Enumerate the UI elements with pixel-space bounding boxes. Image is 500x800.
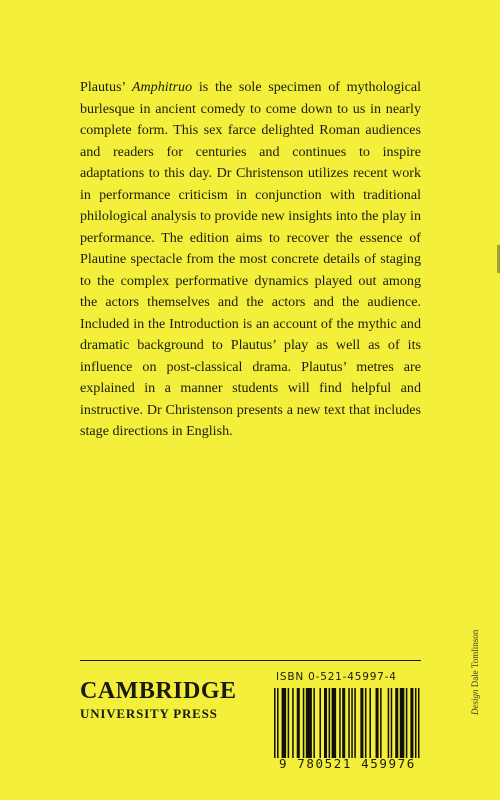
- publisher-name: CAMBRIDGE: [80, 678, 237, 704]
- blurb-paragraph: [80, 77, 421, 443]
- barcode-icon: [274, 688, 421, 758]
- isbn-label: ISBN 0-521-45997-4: [276, 671, 397, 683]
- design-credit: [468, 555, 482, 715]
- barcode-block: [274, 670, 421, 775]
- design-credit-name: Dale Tomlinson: [470, 629, 480, 690]
- publisher-subtitle: UNIVERSITY PRESS: [80, 706, 218, 721]
- back-cover-blurb: [80, 77, 421, 443]
- divider-rule: [80, 660, 421, 661]
- design-credit-lead: Design: [470, 689, 480, 715]
- play-title: Amphitruo: [131, 79, 193, 95]
- blurb-text: is the sole specimen of mythological burlesque in ancient comedy to come down to us in nearly complete form. This sex farce delighted Roman audiences and readers for centuries and continues to inspire adaptations to this day. Dr Christenson utilizes recent work in performance criticism in conjunction with traditional philological analysis to provide new insights into the play in performance. The edition aims to recover the essence of Plautine spectacle from the most concrete details of staging to the complex performative dynamics played out among the actors themselves and the actors and the audience. Included in the Introduction is an account of the mythic and dramatic background to Plautus’ play as well as of its influence on post-classical drama. Plautus’ metres are explained in a manner students will find helpful and instructive. Dr Christenson presents a new text that includes stage directions in English.: [80, 79, 421, 439]
- barcode-digits: 9 780521 459976: [279, 756, 416, 771]
- blurb-lead: Plautus’: [80, 79, 132, 95]
- publisher-logo: [80, 678, 260, 722]
